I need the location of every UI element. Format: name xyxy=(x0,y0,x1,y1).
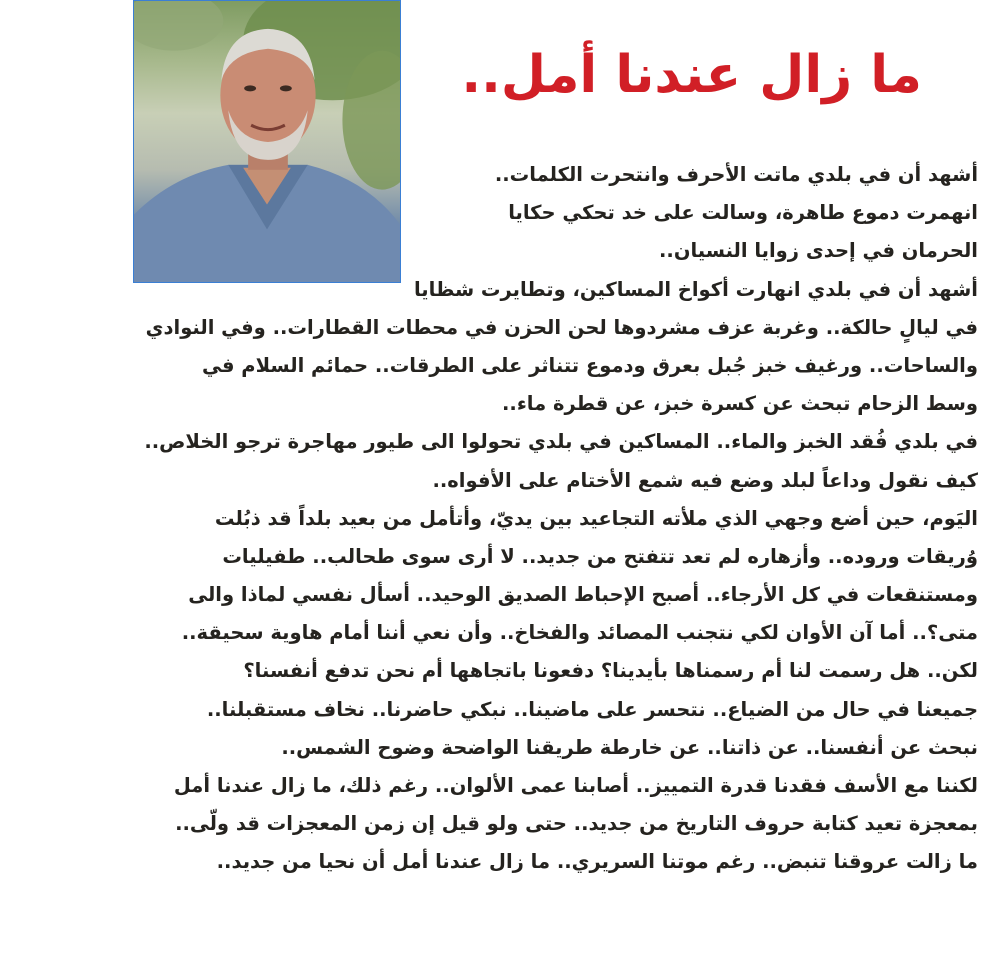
article-body xyxy=(88,156,978,882)
paragraph-line: وسط الزحام تبحث عن كسرة خبز، عن قطرة ماء.. xyxy=(502,392,978,416)
paragraph-line: في بلدي فُقد الخبز والماء.. المساكين في بلدي تحولوا الى طيور مهاجرة ترجو الخلاص.. xyxy=(144,430,978,454)
paragraph-line: جميعنا في حال من الضياع.. نتحسر على ماضينا.. نبكي حاضرنا.. نخاف مستقبلنا.. xyxy=(206,697,978,721)
paragraph-line: انهمرت دموع طاهرة، وسالت على خد تحكي حكايا xyxy=(508,201,978,225)
paragraph-line: أشهد أن في بلدي ماتت الأحرف وانتحرت الكلمات.. xyxy=(494,163,978,186)
paragraph-line: متى؟.. أما آن الأوان لكي نتجنب المصائد والفخاخ.. وأن نعي أننا أمام هاوية سحيقة.. xyxy=(181,621,978,645)
paragraph-line: والساحات.. ورغيف خبز جُبل بعرق ودموع تتناثر على الطرقات.. حمائم السلام في xyxy=(202,353,978,377)
article-title: ما زال عندنا أمل.. xyxy=(461,45,922,105)
paragraph-line: اليَوم، حين أضع وجهي الذي ملأته التجاعيد بين يديّ، وأتأمل من بعيد بلداً قد ذبُلت xyxy=(214,506,978,530)
paragraph-line: بمعجزة تعيد كتابة حروف التاريخ من جديد.. حتى ولو قيل إن زمن المعجزات قد ولّى.. xyxy=(175,812,978,836)
paragraph-line: ومستنقعات في كل الأرجاء.. أصبح الإحباط الصديق الوحيد.. أسأل نفسي لماذا والى xyxy=(188,583,978,607)
paragraph-line: كيف نقول وداعاً لبلد وضع فيه شمع الأختام على الأفواه.. xyxy=(432,468,978,492)
paragraph-line: نبحث عن أنفسنا.. عن ذاتنا.. عن خارطة طريقنا الواضحة وضوح الشمس.. xyxy=(281,735,978,759)
paragraph-line: لكننا مع الأسف فقدنا قدرة التمييز.. أصابنا عمى الألوان.. رغم ذلك، ما زال عندنا أمل xyxy=(173,774,978,797)
paragraph-line: في ليالٍ حالكة.. وغربة عزف مشردوها لحن الحزن في محطات القطارات.. وفي النوادي xyxy=(145,315,978,339)
paragraph-line: أشهد أن في بلدي انهارت أكواخ المساكين، وتطايرت شظايا xyxy=(413,277,978,301)
paragraph-line: الحرمان في إحدى زوايا النسيان.. xyxy=(659,239,978,263)
paragraph-line: وُريقات وروده.. وأزهاره لم تعد تتفتح من جديد.. لا أرى سوى طحالب.. طفيليات xyxy=(222,544,978,568)
paragraph-line: ما زالت عروقنا تنبض.. رغم موتنا السريري.. ما زال عندنا أمل أن نحيا من جديد.. xyxy=(216,850,978,874)
paragraph-line: لكن.. هل رسمت لنا أم رسمناها بأيدينا؟ دفعونا باتجاهها أم نحن تدفع أنفسنا؟ xyxy=(243,659,978,683)
